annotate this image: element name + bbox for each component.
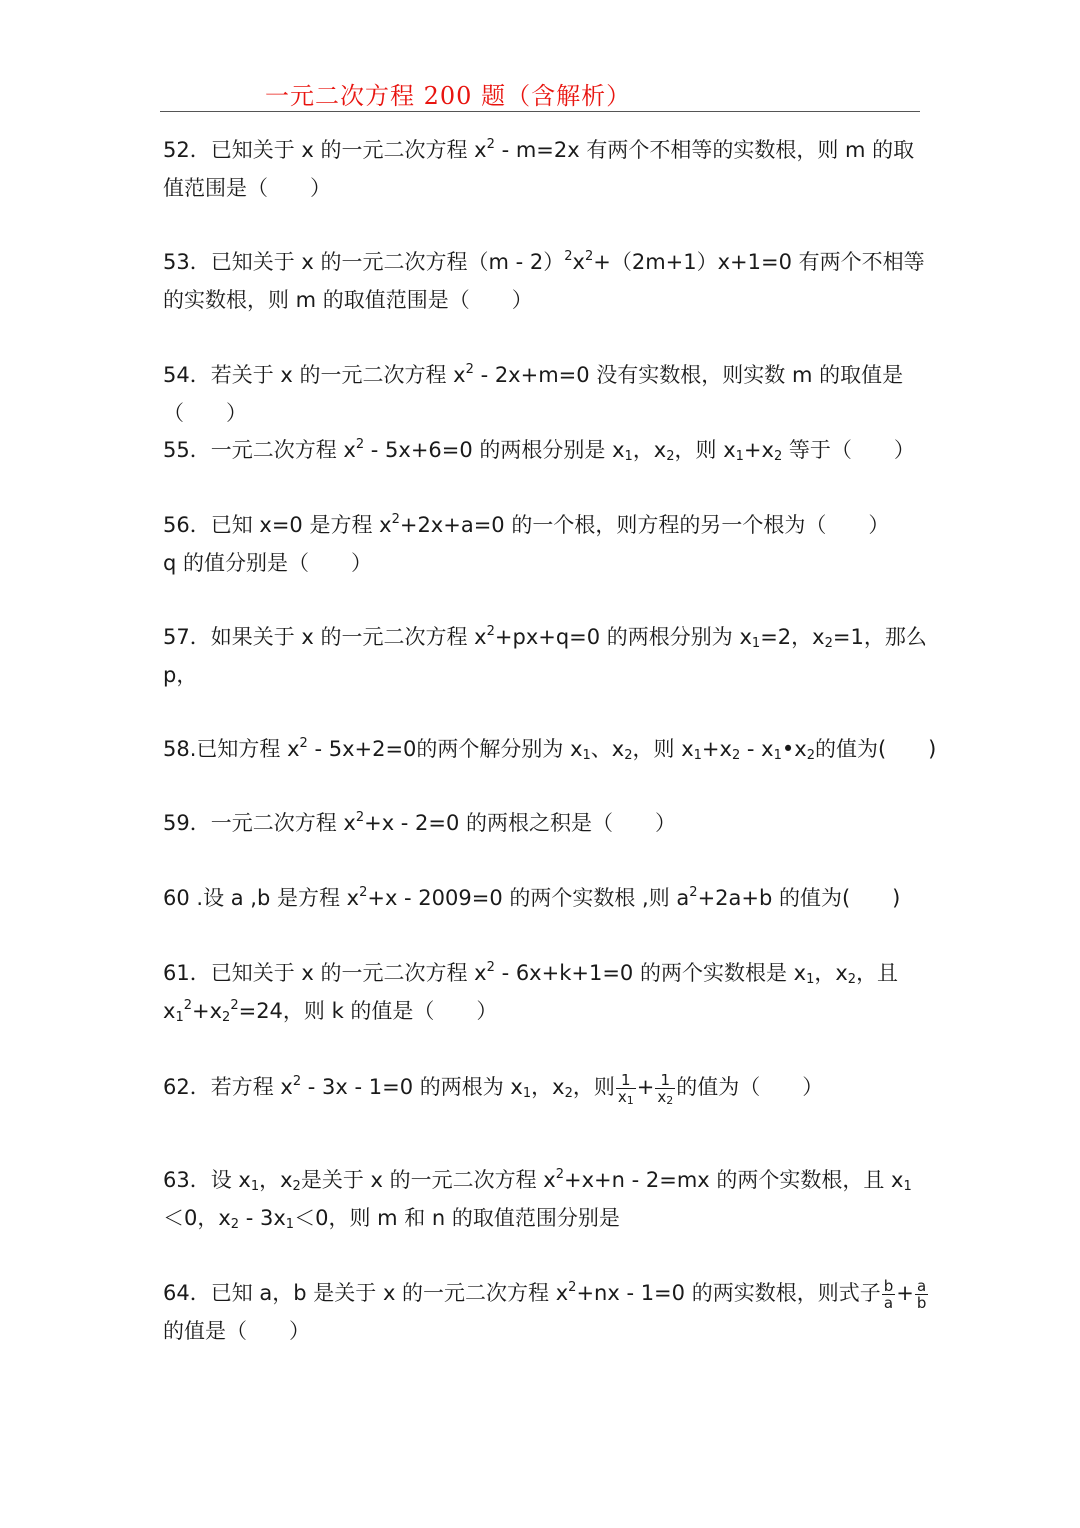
question-53 — [163, 243, 923, 319]
question-61 — [163, 954, 923, 1030]
question-59 — [163, 804, 923, 842]
question-text-line: ＜0，$x_2 - 3x_1<0$，则 m 和 n 的取值范围分别是 — [163, 1206, 620, 1232]
question-63 — [163, 1161, 923, 1237]
question-56 — [163, 506, 923, 582]
question-text-line: $x_1^2+x_2^2=24$，则 k 的值是（ ） — [163, 998, 498, 1025]
question-52 — [163, 131, 923, 207]
question-text-line: 61．已知关于 x 的一元二次方程 $x^2 - 6x+k+1=0$ 的两个实数根是 $x_1$，$x_2$，且 — [163, 960, 899, 987]
question-text-line: 53．已知关于 x 的一元二次方程$(m - 2)^2x^2+(2m+1)x+1=0$ 有两个不相等 — [163, 249, 925, 274]
question-60 — [163, 879, 923, 917]
fraction: $\frac{b}{a}$ — [883, 1276, 894, 1312]
question-text-line: 64．已知 a，b 是关于 x 的一元二次方程 $x^2+nx - 1=0$ 的两实数根，则式子 $\frac{b}{a}$ + $\frac{a}{b}$ — [163, 1276, 927, 1312]
question-text-line: 63．设 $x_1$，$x_2$是关于 x 的一元二次方程 $x^2+x+n - 2=mx$ 的两个实数根，且 $x_1$ — [163, 1167, 912, 1194]
question-text-line: 58.已知方程 $x^2 - 5x+2=0$的两个解分别为 $x_1$、$x_2$，则 $x_1+x_2$ - $x_1•x_2$的值为( ) — [163, 736, 937, 763]
question-55 — [163, 431, 923, 469]
question-text-line: 52．已知关于 x 的一元二次方程 $x^2 - m=2x$ 有两个不相等的实数根，则 m 的取 — [163, 137, 915, 162]
question-text-line: 57．如果关于 x 的一元二次方程 $x^2+px+q=0$ 的两根分别为 $x_1=2$，$x_2=1$，那么 — [163, 624, 927, 651]
question-58 — [163, 730, 937, 768]
question-text-line: （ ） — [163, 401, 247, 425]
question-64 — [163, 1274, 927, 1350]
fraction: $\frac{1}{x_2}$ — [657, 1070, 674, 1107]
question-57 — [163, 618, 927, 694]
question-text-line: 值范围是（ ） — [163, 176, 331, 200]
question-text-line: 62．若方程 $x^2 - 3x - 1=0$ 的两根为 $x_1$，$x_2$，则 $\frac{1}{x_1}$ + $\frac{1}{x_2}$ 的值为（ ） — [163, 1070, 824, 1107]
question-text-line: 56．已知 x=0 是方程 $x^2+2x+a=0$ 的一个根，则方程的另一个根为（ ） — [163, 512, 890, 537]
question-54 — [163, 356, 923, 432]
question-text-line: 59．一元二次方程 $x^2+x - 2=0$ 的两根之积是（ ） — [163, 810, 677, 835]
fraction: $\frac{1}{x_1}$ — [617, 1070, 634, 1107]
question-text-line: p， — [163, 663, 198, 687]
question-text-line: 55．一元二次方程 $x^2 - 5x+6=0$ 的两根分别是 $x_1$，$x_2$，则 $x_1+x_2$ 等于（ ） — [163, 437, 915, 464]
question-text-line: 60 .设 a ,b 是方程 $x^2+x - 2009=0$ 的两个实数根 ,则 $a^2+2a+b$ 的值为( ) — [163, 885, 901, 910]
question-62 — [163, 1068, 923, 1106]
page-title: 一元二次方程 200 题（含解析） — [265, 82, 632, 110]
question-text-line: 的值是（ ） — [163, 1319, 310, 1343]
question-text-line: 的实数根，则 m 的取值范围是（ ） — [163, 288, 533, 312]
fraction: $\frac{a}{b}$ — [916, 1276, 927, 1312]
title-divider — [160, 111, 920, 112]
question-text-line: q 的值分别是（ ） — [163, 551, 373, 575]
question-text-line: 54．若关于 x 的一元二次方程 $x^2 - 2x+m=0$ 没有实数根，则实数 m 的取值是 — [163, 362, 904, 387]
